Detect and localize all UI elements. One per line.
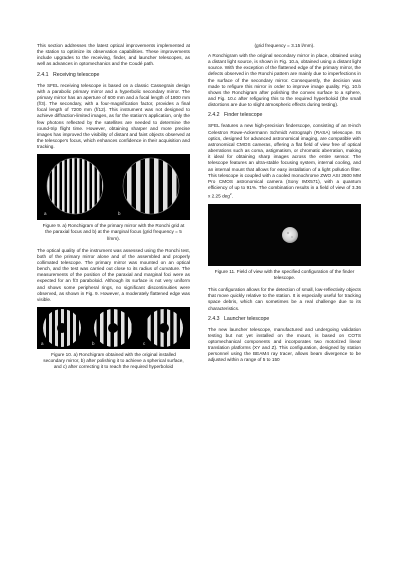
ronchigram-paragraph: A Ronchigram with the original secondary mirror in place, obtained using a distant light source, is shown in Fig. 10.a, obtained using a distant light source. With the exception of the flattened edge of the primary mirror, the defects observed in the Ronchi pattern are mainly due to imperfections in the surface of the secondary mirror. Consequently, the decision was made to refigure this mirror in order to improve image quality. Fig. 10.b shows the Ronchigram after polishing the convex surface to a sphere, and Fig. 10.c after refiguring this to the required hyperboloid (the small distortions are due to slight atmospheric effects during testing). bbox=[208, 53, 361, 108]
figure-10-label-b: b bbox=[92, 341, 95, 347]
figure-10-label-a: a bbox=[41, 341, 44, 347]
right-column bbox=[208, 43, 361, 368]
configuration-paragraph: This configuration allows for the detection of small, low-reflectivity objects that move quickly relative to the station. It is especially useful for tracking space debris, which can sometimes be a real challenge due to its characteristics. bbox=[208, 287, 361, 311]
section-heading-receiving bbox=[37, 72, 190, 78]
finder-superscript: 2 bbox=[229, 192, 232, 197]
figure-10-image bbox=[37, 307, 190, 349]
left-column bbox=[37, 43, 190, 376]
finder-text-end: . bbox=[231, 193, 233, 199]
figure-9-label-b: b bbox=[118, 211, 121, 217]
finder-text: SFEL features a new high-precision finderscope, consisting of an 8-inch Celestron Rowe-Ackermann Schmidt Astrograph (RASA) telescope. Its optics, designed for advanced astronomical imaging, are compatible with astronomical CMOS cameras, offering a flat field of view free of optical aberrations such as coma, astigmatism, or chromatic aberration, making it ideal for obtaining sharp images across the entire sensor. The telescope features an ultra-stable focusing system, internal cooling, and an internal mount that allows for easy installation of a light pollution filter. This telescope is coupled with a cooled monochrome ZWO ASI 2600 MM Pro CMOS astronomical camera (Sony IMX571), with a quantum efficiency of up to 91%. The combination results in a field of view of 3.36 x 2.25 deg bbox=[208, 123, 361, 199]
figure-10-label-c: c bbox=[143, 341, 146, 347]
figure-10-caption: Figure 10. a) Ronchigram obtained with the original installed secondary mirror, b) after polishing it to achieve a spherical surface, and c) after correcting it to reach the required hyperboloid bbox=[43, 352, 184, 370]
section-heading-launcher bbox=[208, 316, 361, 322]
section-title: Launcher telescope bbox=[224, 315, 270, 322]
receiving-paragraph: The SFEL receiving telescope is based on a classic Cassegrain design with a parabolic primary mirror and a hyperbolic secondary mirror. The primary mirror has an aperture of 600 mm and a focal length of 1800 mm (f/3). The secondary, with a four-magnification factor, provides a final focal length of 7200 mm (f/12). This instrument was not designed to achieve diffraction-limited images, as for the station's application, only the few photons reflected by the satellites are needed to determine the round-trip flight time. However, obtaining sharper and more precise images has improved the visibility of distant and faint objects observed at the telescope's focus, which enhances confidence in their acquisition and tracking. bbox=[37, 82, 190, 150]
figure-9-caption: Figure 9. a) Ronchigram of the primary mirror with the Ronchi grid at the paraxial focus and b) at the marginal focus (grid frequency = 5 l/mm). bbox=[42, 223, 185, 241]
section-number: 2.4.3 bbox=[208, 315, 220, 322]
section-title: Receiving telescope bbox=[53, 71, 100, 78]
figure-9-label-a: a bbox=[44, 211, 47, 217]
figure-11-caption: Figure 11. Field of view with the specified configuration of the finder telescope. bbox=[214, 268, 355, 280]
section-number: 2.4.2 bbox=[208, 112, 220, 119]
figure-9-image bbox=[37, 154, 190, 220]
section-heading-finder bbox=[208, 112, 361, 118]
grid-frequency-line: (grid frequency = 3.15 l/mm). bbox=[254, 43, 315, 48]
launcher-paragraph: The new launcher telescope, manufactured and undergoing validation testing but not yet installed on the mount, is based on COTS optomechanical components and incorporates two motorized linear translation platforms (XY and Z). This configuration, designed by station personnel using the BEAM4 ray tracer, allows beam divergence to be adjusted within a range of 5 to 150 bbox=[208, 326, 361, 363]
intro-paragraph: This section addresses the latest optical improvements implemented at the station to optimize its observation capabilities. These improvements include upgrades to the receiving, finder, and launcher telescopes, as well as advances in optomechanics and the Coudé path. bbox=[37, 43, 190, 67]
figure-11-image bbox=[208, 204, 361, 266]
section-number: 2.4.1 bbox=[37, 71, 49, 78]
moon-disk bbox=[282, 227, 298, 243]
section-title: Finder telescope bbox=[224, 112, 263, 119]
optical-quality-paragraph: The optical quality of the instrument was assessed using the Ronchi test, both of the primary mirror alone and of the assembled and properly collimated telescope. The primary mirror was mounted on an optical bench, and the test was carried out close to its radius of curvature. The measurements of the position of the paraxial and marginal foci were as expected for an f/3 paraboloid. Although its surface is not very uniform and shows some peripheral rings, no significant discontinuities were observed, as shown in Fig. 9. However, a moderately flattened edge was visible. bbox=[37, 247, 190, 302]
finder-paragraph bbox=[208, 123, 361, 199]
